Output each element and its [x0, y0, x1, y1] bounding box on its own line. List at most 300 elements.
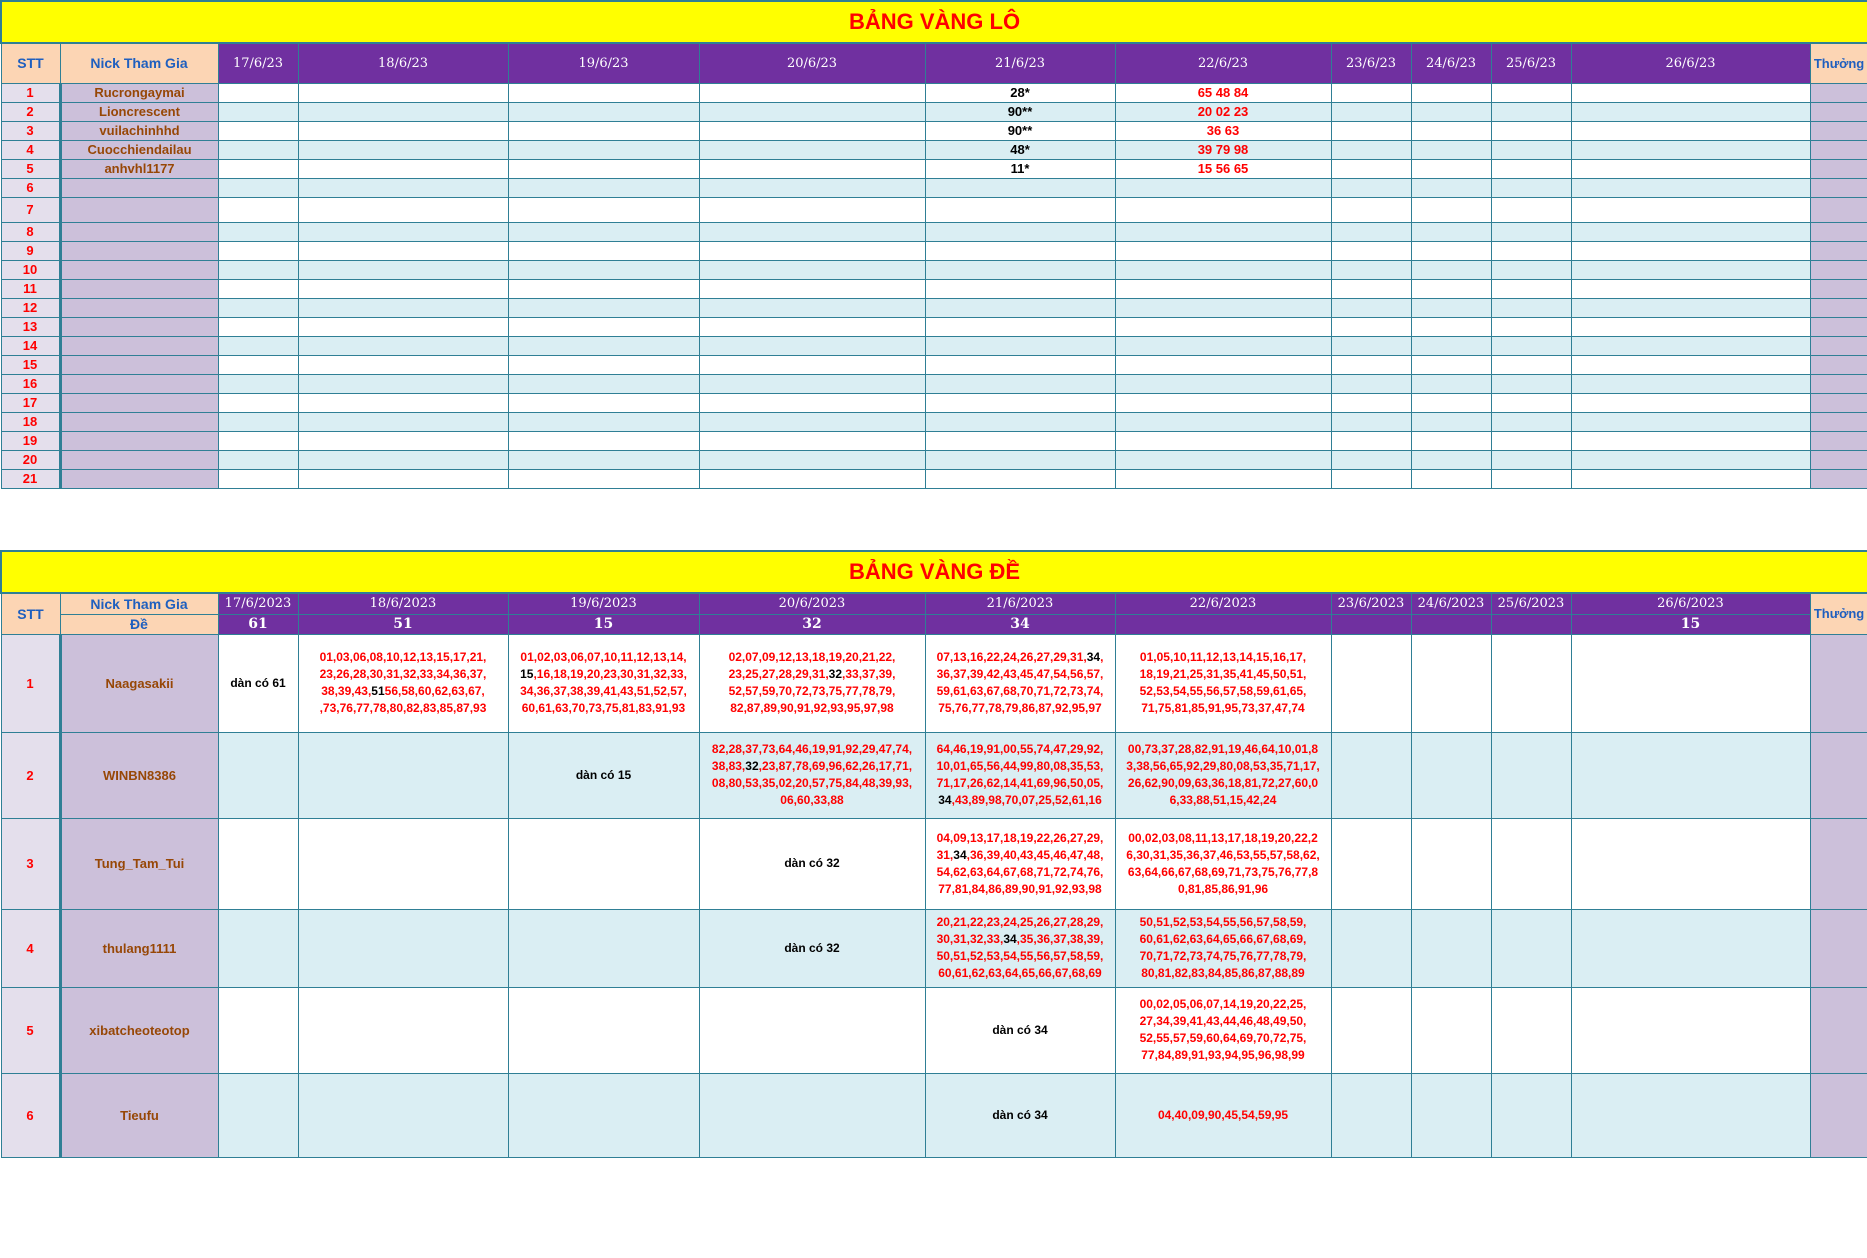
- player-nick: Cuocchiendailau: [60, 140, 218, 159]
- player-nick: vuilachinhhd: [60, 121, 218, 140]
- lo-cell: 90**: [925, 102, 1115, 121]
- lo-cell: [1411, 222, 1491, 241]
- lo-cell: [1115, 374, 1331, 393]
- de-cell: [1571, 987, 1810, 1073]
- de-cell: [298, 634, 508, 732]
- lo-cell: [1115, 393, 1331, 412]
- lo-row: [1, 317, 1867, 336]
- lo-cell: [699, 260, 925, 279]
- lo-cell: [699, 241, 925, 260]
- number-list: dàn có 61: [230, 675, 286, 690]
- lo-cell: [508, 178, 699, 197]
- reward-cell: [1810, 159, 1867, 178]
- reward-cell: [1810, 469, 1867, 488]
- lo-stt-header: STT: [1, 43, 60, 83]
- de-cell: [1491, 909, 1571, 987]
- lo-cell: [699, 469, 925, 488]
- lo-cell: [1571, 140, 1810, 159]
- number-list: 01,03,06,08,10,12,13,15,17,21, 23,26,28,30,31,32,33,34,36,37, 38,39,43,: [319, 650, 487, 698]
- de-row: [1, 732, 1867, 818]
- lo-cell: [925, 222, 1115, 241]
- de-cell: [1491, 1073, 1571, 1157]
- lo-cell: [1491, 159, 1571, 178]
- row-number: 1: [1, 634, 60, 732]
- reward-cell: [1810, 732, 1867, 818]
- lo-cell: [1571, 317, 1810, 336]
- reward-cell: [1810, 634, 1867, 732]
- lo-cell: [1571, 279, 1810, 298]
- lo-cell: [699, 355, 925, 374]
- lo-cell: [1411, 355, 1491, 374]
- lo-cell: [1115, 178, 1331, 197]
- lo-cell: [218, 178, 298, 197]
- player-nick: Rucrongaymai: [60, 83, 218, 102]
- de-cell: [508, 987, 699, 1073]
- lo-cell: [1571, 121, 1810, 140]
- lo-nick-header: Nick Tham Gia: [60, 43, 218, 83]
- lo-cell: [1571, 469, 1810, 488]
- de-cell: [925, 987, 1115, 1073]
- de-cell: [1491, 987, 1571, 1073]
- lo-cell: [218, 412, 298, 431]
- lo-cell: [1331, 393, 1411, 412]
- lo-cell: [699, 121, 925, 140]
- lo-cell: [1571, 393, 1810, 412]
- lo-cell: [925, 431, 1115, 450]
- de-cell: [1331, 1073, 1411, 1157]
- number-list: 00,73,37,28,82,91,19,46,64,10,01,8 3,38,56,65,92,29,80,08,53,35,71,17, 26,62,90,09,63,36,18,81,72,27,60,0 6,33,88,51,15,42,24: [1126, 742, 1320, 807]
- de-date-header: 22/6/2023: [1115, 593, 1331, 614]
- player-nick: [60, 355, 218, 374]
- lo-cell: [298, 298, 508, 317]
- player-nick: [60, 197, 218, 222]
- lo-cell: 36 63: [1115, 121, 1331, 140]
- lo-cell: [298, 317, 508, 336]
- player-nick: [60, 450, 218, 469]
- de-cell: [1411, 987, 1491, 1073]
- lo-cell: [1491, 222, 1571, 241]
- lo-cell: [298, 178, 508, 197]
- de-stt-header: STT: [1, 593, 60, 634]
- de-date-header: 18/6/2023: [298, 593, 508, 614]
- lo-cell: 15 56 65: [1115, 159, 1331, 178]
- lo-cell: [925, 260, 1115, 279]
- lo-cell: [1411, 336, 1491, 355]
- lo-cell: [1331, 469, 1411, 488]
- player-nick: Tieufu: [60, 1073, 218, 1157]
- reward-cell: [1810, 431, 1867, 450]
- reward-cell: [1810, 336, 1867, 355]
- lo-cell: [218, 393, 298, 412]
- player-nick: [60, 336, 218, 355]
- number-list: 04,09,13,17,18,19,22,26,27,29, 31,: [936, 830, 1104, 862]
- lo-reward-header: Thưởng: [1810, 43, 1867, 83]
- de-row: [1, 818, 1867, 909]
- lo-cell: [298, 355, 508, 374]
- lo-cell: [1491, 450, 1571, 469]
- lo-cell: [1411, 431, 1491, 450]
- de-cell: [508, 732, 699, 818]
- de-result-label: Đề: [60, 614, 218, 634]
- lo-cell: [1331, 241, 1411, 260]
- lo-cell: [699, 279, 925, 298]
- de-date-header: 17/6/2023: [218, 593, 298, 614]
- de-date-header: 23/6/2023: [1331, 593, 1411, 614]
- number-list: 00,02,05,06,07,14,19,20,22,25, 27,34,39,41,43,44,46,48,49,50, 52,55,57,59,60,64,69,70,72,75, 77,84,89,91,93,94,95,96,98,99: [1139, 997, 1307, 1062]
- lo-cell: 90**: [925, 121, 1115, 140]
- player-nick: anhvhl1177: [60, 159, 218, 178]
- row-number: 10: [1, 260, 60, 279]
- lo-cell: [218, 102, 298, 121]
- lo-cell: [298, 140, 508, 159]
- de-cell: [218, 909, 298, 987]
- de-result-value: 32: [699, 614, 925, 634]
- number-list: dàn có 32: [784, 856, 840, 870]
- row-number: 4: [1, 140, 60, 159]
- de-cell: [1411, 818, 1491, 909]
- number-list: ,35,36,37,38,39, 50,51,52,53,54,55,56,57,58,59, 60,61,62,63,64,65,66,67,68,69: [936, 932, 1104, 980]
- lo-row: [1, 450, 1867, 469]
- de-cell: [699, 634, 925, 732]
- de-cell: [699, 909, 925, 987]
- lo-cell: [1331, 260, 1411, 279]
- lo-row: [1, 222, 1867, 241]
- de-cell: [298, 987, 508, 1073]
- number-list: 50,51,52,53,54,55,56,57,58,59, 60,61,62,63,64,65,66,67,68,69, 70,71,72,73,74,75,76,77,78,79, 80,81,82,83,84,85,86,87,88,89: [1139, 915, 1307, 980]
- lo-cell: [508, 317, 699, 336]
- lo-cell: [1115, 298, 1331, 317]
- lo-cell: [1571, 83, 1810, 102]
- de-cell: [1491, 818, 1571, 909]
- lo-cell: [1411, 241, 1491, 260]
- lo-row: [1, 102, 1867, 121]
- lo-cell: [1491, 374, 1571, 393]
- lo-cell: [1571, 298, 1810, 317]
- row-number: 19: [1, 431, 60, 450]
- de-cell: [1331, 634, 1411, 732]
- de-title: BẢNG VÀNG ĐỀ: [1, 551, 1867, 593]
- reward-cell: [1810, 83, 1867, 102]
- player-nick: Lioncrescent: [60, 102, 218, 121]
- player-nick: [60, 260, 218, 279]
- lo-cell: [1331, 336, 1411, 355]
- lo-cell: [218, 336, 298, 355]
- lo-cell: [298, 450, 508, 469]
- player-nick: [60, 279, 218, 298]
- lo-cell: [298, 412, 508, 431]
- lo-cell: [1115, 241, 1331, 260]
- lo-cell: [1411, 469, 1491, 488]
- de-cell: [1115, 818, 1331, 909]
- lo-cell: [298, 241, 508, 260]
- lo-cell: [508, 431, 699, 450]
- reward-cell: [1810, 412, 1867, 431]
- number-list: 01,05,10,11,12,13,14,15,16,17, 18,19,21,25,31,35,41,45,50,51, 52,53,54,55,56,57,58,59,61,65, 71,75,81,85,91,95,73,37,47,74: [1139, 650, 1307, 715]
- lo-cell: [925, 241, 1115, 260]
- reward-cell: [1810, 393, 1867, 412]
- player-nick: [60, 317, 218, 336]
- lo-cell: [298, 197, 508, 222]
- de-cell: [1331, 732, 1411, 818]
- lo-cell: [1571, 450, 1810, 469]
- reward-cell: [1810, 450, 1867, 469]
- lo-date-header: 24/6/23: [1411, 43, 1491, 83]
- de-cell: [508, 1073, 699, 1157]
- de-date-header: 25/6/2023: [1491, 593, 1571, 614]
- de-cell: [218, 987, 298, 1073]
- lo-row: [1, 121, 1867, 140]
- lo-cell: [699, 336, 925, 355]
- de-cell: [1411, 634, 1491, 732]
- de-date-header: 24/6/2023: [1411, 593, 1491, 614]
- lo-row: [1, 431, 1867, 450]
- lo-cell: [1115, 355, 1331, 374]
- lo-cell: [925, 469, 1115, 488]
- de-row: [1, 634, 1867, 732]
- reward-cell: [1810, 818, 1867, 909]
- de-cell: [925, 909, 1115, 987]
- lo-cell: 11*: [925, 159, 1115, 178]
- row-number: 21: [1, 469, 60, 488]
- lo-cell: [1491, 140, 1571, 159]
- lo-cell: [925, 393, 1115, 412]
- de-cell: [218, 1073, 298, 1157]
- number-list: , 36,37,39,42,43,45,47,54,56,57, 59,61,63,67,68,70,71,72,73,74, 75,76,77,78,79,86,87,92,95,97: [936, 650, 1104, 715]
- lo-cell: [1491, 469, 1571, 488]
- de-cell: [1571, 732, 1810, 818]
- lo-cell: [218, 279, 298, 298]
- lo-cell: [1411, 102, 1491, 121]
- lo-cell: [699, 431, 925, 450]
- de-result-value: 34: [925, 614, 1115, 634]
- player-nick: [60, 412, 218, 431]
- reward-cell: [1810, 140, 1867, 159]
- lo-cell: [699, 450, 925, 469]
- lo-cell: [1491, 241, 1571, 260]
- player-nick: thulang1111: [60, 909, 218, 987]
- number-list: ,16,18,19,20,23,30,31,32,33, 34,36,37,38,39,41,43,51,52,57, 60,61,63,70,73,75,81,83,91,93: [520, 667, 687, 715]
- number-list: 04,40,09,90,45,54,59,95: [1157, 1107, 1289, 1122]
- lo-cell: [298, 393, 508, 412]
- lo-cell: [508, 469, 699, 488]
- de-cell: [1115, 634, 1331, 732]
- lo-cell: [699, 374, 925, 393]
- row-number: 6: [1, 1073, 60, 1157]
- lo-cell: [1411, 121, 1491, 140]
- lo-cell: [1491, 355, 1571, 374]
- lo-cell: [925, 374, 1115, 393]
- reward-cell: [1810, 1073, 1867, 1157]
- row-number: 1: [1, 83, 60, 102]
- de-cell: [1331, 987, 1411, 1073]
- lo-cell: [1331, 222, 1411, 241]
- lo-cell: [508, 336, 699, 355]
- lo-cell: [925, 279, 1115, 298]
- number-list: 34: [953, 847, 967, 862]
- number-list: ,33,37,39, 52,57,59,70,72,73,75,77,78,79, 82,87,89,90,91,92,93,95,97,98: [728, 667, 896, 715]
- lo-cell: [1571, 178, 1810, 197]
- lo-cell: [1411, 298, 1491, 317]
- lo-cell: [1491, 336, 1571, 355]
- lo-cell: [699, 140, 925, 159]
- lo-cell: [298, 279, 508, 298]
- de-date-header: 20/6/2023: [699, 593, 925, 614]
- de-result-value: 51: [298, 614, 508, 634]
- de-cell: [1491, 634, 1571, 732]
- lo-cell: [508, 197, 699, 222]
- lo-date-header: 17/6/23: [218, 43, 298, 83]
- lo-cell: [1115, 197, 1331, 222]
- de-result-value: 61: [218, 614, 298, 634]
- de-cell: [1571, 634, 1810, 732]
- de-cell: [1331, 909, 1411, 987]
- row-number: 5: [1, 159, 60, 178]
- number-list: dàn có 34: [992, 1022, 1048, 1037]
- de-cell: [925, 732, 1115, 818]
- lo-cell: [1571, 374, 1810, 393]
- number-list: 02,07,09,12,13,18,19,20,21,22, 23,25,27,28,29,31,: [728, 650, 896, 681]
- de-cell: [925, 818, 1115, 909]
- lo-cell: [1331, 159, 1411, 178]
- lo-cell: [508, 121, 699, 140]
- lo-date-header: 23/6/23: [1331, 43, 1411, 83]
- lo-cell: [1331, 279, 1411, 298]
- number-list: 15: [520, 667, 534, 681]
- player-nick: [60, 178, 218, 197]
- lo-cell: [1331, 412, 1411, 431]
- lo-row: [1, 336, 1867, 355]
- reward-cell: [1810, 121, 1867, 140]
- lo-row: [1, 374, 1867, 393]
- reward-cell: [1810, 355, 1867, 374]
- number-list: 51: [371, 684, 385, 698]
- lo-cell: [298, 336, 508, 355]
- reward-cell: [1810, 909, 1867, 987]
- lo-cell: [699, 412, 925, 431]
- lo-cell: [1411, 412, 1491, 431]
- row-number: 4: [1, 909, 60, 987]
- row-number: 8: [1, 222, 60, 241]
- lo-row: [1, 140, 1867, 159]
- lo-title: BẢNG VÀNG LÔ: [1, 1, 1867, 43]
- lo-cell: [1491, 178, 1571, 197]
- lo-row: [1, 279, 1867, 298]
- lo-row: [1, 393, 1867, 412]
- row-number: 15: [1, 355, 60, 374]
- lo-row: [1, 241, 1867, 260]
- de-cell: [1331, 818, 1411, 909]
- lo-cell: [218, 431, 298, 450]
- number-list: 32: [745, 759, 759, 773]
- row-number: 16: [1, 374, 60, 393]
- de-cell: [925, 634, 1115, 732]
- lo-cell: [508, 412, 699, 431]
- de-cell: [699, 732, 925, 818]
- lo-cell: [218, 298, 298, 317]
- lo-cell: [1491, 412, 1571, 431]
- lo-date-header: 26/6/23: [1571, 43, 1810, 83]
- lo-cell: 28*: [925, 83, 1115, 102]
- lo-date-header: 18/6/23: [298, 43, 508, 83]
- de-result-value: [1411, 614, 1491, 634]
- row-number: 2: [1, 732, 60, 818]
- lo-cell: [1491, 298, 1571, 317]
- de-row: [1, 909, 1867, 987]
- lo-cell: [1571, 260, 1810, 279]
- de-row: [1, 987, 1867, 1073]
- row-number: 2: [1, 102, 60, 121]
- lo-cell: [1411, 317, 1491, 336]
- bang-vang-lo-table: [0, 0, 1867, 489]
- lo-cell: [218, 317, 298, 336]
- row-number: 13: [1, 317, 60, 336]
- lo-cell: [1411, 159, 1491, 178]
- de-cell: [699, 987, 925, 1073]
- player-nick: [60, 469, 218, 488]
- row-number: 9: [1, 241, 60, 260]
- de-date-header: 26/6/2023: [1571, 593, 1810, 614]
- lo-row: [1, 469, 1867, 488]
- lo-cell: [1491, 83, 1571, 102]
- lo-cell: [925, 450, 1115, 469]
- lo-cell: [1331, 355, 1411, 374]
- lo-cell: [1491, 317, 1571, 336]
- lo-cell: [1491, 121, 1571, 140]
- row-number: 7: [1, 197, 60, 222]
- de-cell: [1115, 909, 1331, 987]
- de-cell: [218, 732, 298, 818]
- lo-cell: [218, 197, 298, 222]
- lo-cell: [218, 241, 298, 260]
- de-cell: [1115, 732, 1331, 818]
- lo-row: [1, 355, 1867, 374]
- player-nick: Naagasakii: [60, 634, 218, 732]
- number-list: dàn có 15: [575, 767, 632, 782]
- player-nick: [60, 298, 218, 317]
- lo-cell: [925, 178, 1115, 197]
- de-cell: [925, 1073, 1115, 1157]
- lo-cell: [218, 355, 298, 374]
- lo-cell: [925, 412, 1115, 431]
- reward-cell: [1810, 197, 1867, 222]
- de-cell: [1411, 909, 1491, 987]
- de-cell: [298, 909, 508, 987]
- row-number: 20: [1, 450, 60, 469]
- lo-cell: [1411, 450, 1491, 469]
- lo-row: [1, 178, 1867, 197]
- lo-row: [1, 298, 1867, 317]
- lo-cell: [699, 83, 925, 102]
- de-result-value: [1115, 614, 1331, 634]
- number-list: dàn có 32: [784, 940, 840, 955]
- lo-row: [1, 159, 1867, 178]
- lo-cell: [1411, 279, 1491, 298]
- lo-cell: [1571, 222, 1810, 241]
- number-list: 56,58,60,62,63,67, ,73,76,77,78,80,82,83,85,87,93: [319, 684, 487, 715]
- number-list: dàn có 34: [992, 1107, 1048, 1122]
- lo-cell: [218, 121, 298, 140]
- lo-cell: [1331, 178, 1411, 197]
- lo-cell: [1331, 102, 1411, 121]
- de-cell: [508, 818, 699, 909]
- number-list: 07,13,16,22,24,26,27,29,31,: [936, 650, 1087, 664]
- reward-cell: [1810, 260, 1867, 279]
- lo-date-header: 19/6/23: [508, 43, 699, 83]
- player-nick: [60, 431, 218, 450]
- lo-cell: [1571, 102, 1810, 121]
- lo-cell: [508, 355, 699, 374]
- lo-cell: [218, 140, 298, 159]
